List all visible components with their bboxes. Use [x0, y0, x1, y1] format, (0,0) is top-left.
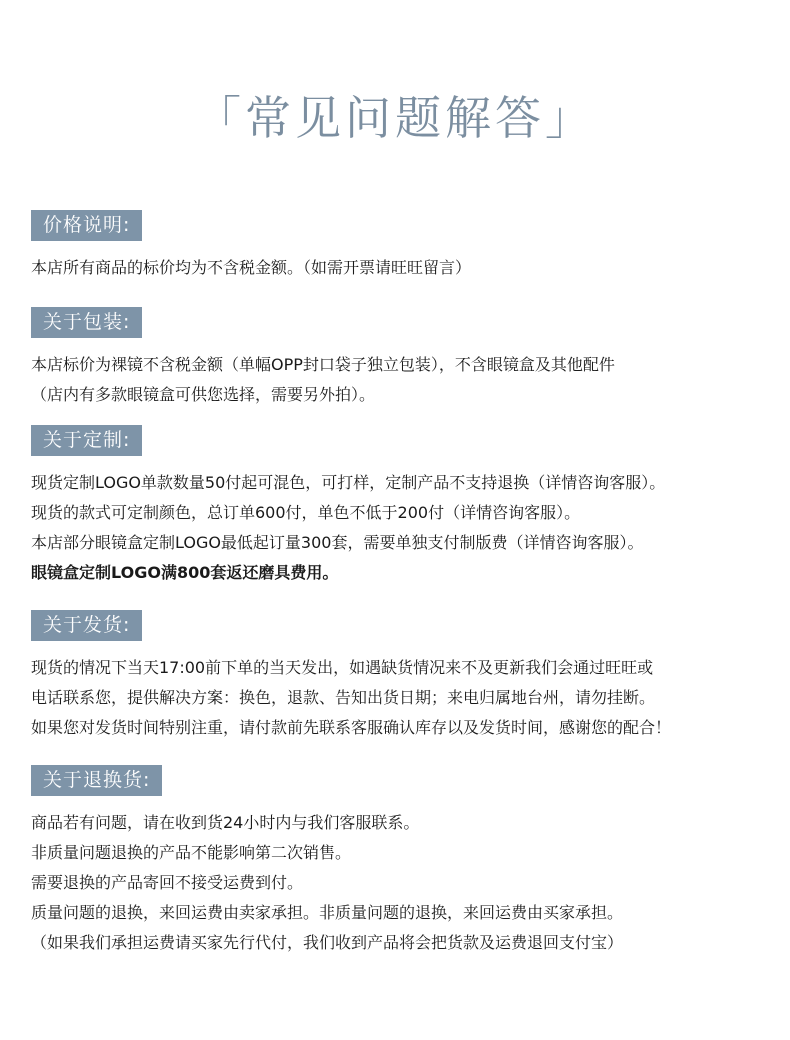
- text-line: 现货定制LOGO单款数量50付起可混色，可打样，定制产品不支持退换（详情咨询客服）。: [31, 473, 666, 492]
- text-line: （如果我们承担运费请买家先行代付，我们收到产品将会把货款及运费退回支付宝）: [31, 933, 624, 952]
- text-line: 现货的情况下当天17:00前下单的当天发出，如遇缺货情况来不及更新我们会通过旺旺或: [31, 658, 654, 677]
- section-header-customization: 关于定制:: [31, 425, 142, 456]
- text-line: 非质量问题退换的产品不能影响第二次销售。: [31, 843, 352, 862]
- text-line: 现货的款式可定制颜色，总订单600付，单色不低于200付（详情咨询客服）。: [31, 503, 581, 522]
- section-header-packaging: 关于包装:: [31, 307, 142, 338]
- section-customization: [31, 425, 771, 588]
- section-returns: [31, 765, 771, 958]
- section-shipping: [31, 610, 771, 743]
- section-header-price: 价格说明:: [31, 210, 142, 241]
- text-line: 商品若有问题，请在收到货24小时内与我们客服联系。: [31, 813, 420, 832]
- section-body-returns: [31, 808, 771, 958]
- section-body-price: [31, 253, 771, 283]
- text-line: 本店标价为裸镜不含税金额（单幅OPP封口袋子独立包装），不含眼镜盒及其他配件: [31, 355, 615, 374]
- section-price: [31, 210, 771, 283]
- section-header-returns: 关于退换货:: [31, 765, 162, 796]
- text-line: 质量问题的退换，来回运费由卖家承担。非质量问题的退换，来回运费由买家承担。: [31, 903, 624, 922]
- text-line: 本店所有商品的标价均为不含税金额。（如需开票请旺旺留言）: [31, 258, 472, 277]
- text-line: （店内有多款眼镜盒可供您选择，需要另外拍）。: [31, 385, 376, 404]
- section-header-shipping: 关于发货:: [31, 610, 142, 641]
- section-body-shipping: [31, 653, 771, 743]
- text-line: 电话联系您，提供解决方案：换色，退款、告知出货日期；来电归属地台州，请勿挂断。: [31, 688, 656, 707]
- page-title: 「常见问题解答」: [195, 91, 595, 145]
- section-body-customization: [31, 468, 771, 588]
- text-line: 需要退换的产品寄回不接受运费到付。: [31, 873, 304, 892]
- section-packaging: [31, 307, 771, 410]
- section-body-packaging: [31, 350, 771, 410]
- text-line: 本店部分眼镜盒定制LOGO最低起订量300套，需要单独支付制版费（详情咨询客服）。: [31, 533, 644, 552]
- text-line: 如果您对发货时间特别注重，请付款前先联系客服确认库存以及发货时间，感谢您的配合！: [31, 718, 672, 737]
- text-line-bold: 眼镜盒定制LOGO满800套返还磨具费用。: [31, 563, 339, 582]
